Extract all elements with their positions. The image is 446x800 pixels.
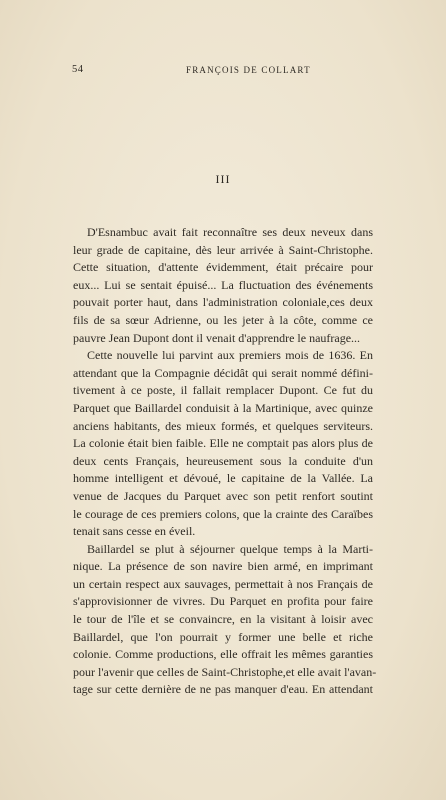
- text-line: venue de Jacques du Parquet avec son petit renfort soutint: [73, 488, 373, 503]
- text-line: Baillardel, que l'on pourrait y former une belle et riche: [73, 629, 373, 644]
- text-line: s'approvisionner de vivres. Du Parquet en profita pour faire: [73, 594, 373, 609]
- text-line: D'Esnambuc avait fait reconnaître ses deux neveux dans: [87, 225, 373, 239]
- text-line: tivement à ce poste, il fallait remplacer Dupont. Ce fut du: [73, 383, 373, 398]
- text-line: Cette situation, d'attente évidemment, était précaire pour: [73, 260, 373, 275]
- text-line: leur grade de capitaine, dès leur arrivée à Saint-Christophe.: [73, 242, 373, 257]
- text-line: anciens habitants, des mieux formés, et quelques serviteurs.: [73, 418, 373, 433]
- text-line: La colonie était bien faible. Elle ne comptait pas alors plus de: [73, 436, 373, 451]
- text-line: pouvait porter haut, dans l'administration coloniale,ces deux: [73, 295, 373, 310]
- text-line: tage sur cette dernière de ne pas manquer d'eau. En attendant: [73, 682, 373, 697]
- text-line: pauvre Jean Dupont dont il venait d'apprendre le naufrage...: [73, 330, 361, 345]
- text-line: le courage de ces premiers colons, que la crainte des Caraïbes: [73, 506, 373, 521]
- page-header: [72, 64, 372, 78]
- paragraph: [73, 347, 373, 541]
- text-line: eux... Lui se sentait épuisé... La fluctuation des événements: [73, 277, 373, 292]
- text-line: le tour de l'île et se convaincre, en la visitant à loisir avec: [73, 612, 373, 627]
- text-line: fils de sa sœur Adrienne, ou les jeter à la côte, comme ce: [73, 312, 373, 327]
- text-line: Cette nouvelle lui parvint aux premiers mois de 1636. En: [87, 348, 373, 363]
- text-line: homme intelligent et dévoué, le capitaine de la Vallée. La: [73, 471, 373, 486]
- text-line: tenait sans cesse en éveil.: [73, 524, 196, 539]
- body-text: [73, 224, 377, 699]
- text-line: deux cents Français, heureusement sous la conduite d'un: [73, 453, 373, 468]
- text-line: attendant que la Compagnie décidât qui serait nommé défini-: [73, 365, 373, 380]
- text-line: nique. La présence de son navire bien armé, en imprimant: [73, 559, 373, 574]
- text-line: colonie. Comme productions, elle offrait les mêmes garanties: [73, 647, 373, 662]
- text-line: Baillardel se plut à séjourner quelque temps à la Marti-: [87, 541, 373, 556]
- running-title: FRANÇOIS DE COLLART: [186, 65, 311, 75]
- text-line: pour l'avenir que celles de Saint-Christophe,et elle avait l'avan-: [73, 664, 377, 679]
- text-line: un certain respect aux sauvages, permettait à nos Français de: [73, 576, 373, 591]
- paragraph: [73, 224, 373, 347]
- page-number: 54: [72, 64, 84, 75]
- chapter-heading: III: [215, 172, 231, 186]
- text-line: Parquet que Baillardel conduisit à la Martinique, avec quinze: [73, 400, 373, 415]
- paragraph: [73, 541, 377, 699]
